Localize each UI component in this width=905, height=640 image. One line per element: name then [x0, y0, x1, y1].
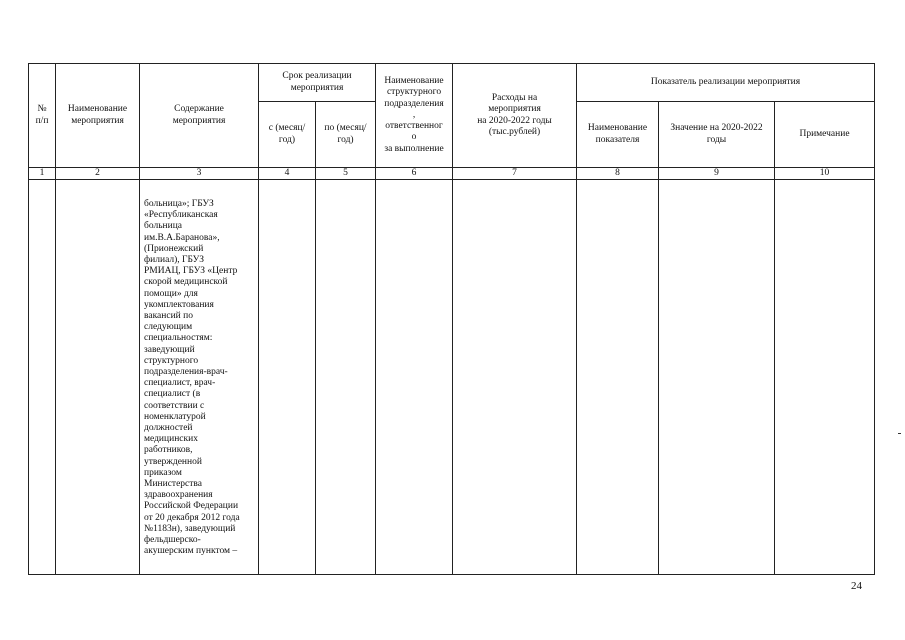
content-line: помощи» для [144, 288, 198, 299]
header-indicator: Показатель реализации мероприятия [577, 64, 875, 102]
content-line: заведующий [144, 344, 195, 355]
content-line: здравоохранения [144, 490, 213, 501]
header-responsible-unit: Наименование структурного подразделения , ответственног о за выполнение [376, 64, 453, 168]
header-implementation-period: Срок реализации мероприятия [259, 64, 376, 102]
content-line: медицинских [144, 434, 198, 445]
content-line: акушерским пунктом – [144, 546, 238, 557]
cell-note [775, 180, 875, 575]
column-number: 2 [56, 168, 140, 180]
content-line: скорой медицинской [144, 277, 228, 288]
content-line: следующим [144, 322, 193, 333]
content-line: номенклатурой [144, 411, 206, 422]
column-number: 9 [659, 168, 775, 180]
column-number: 8 [577, 168, 659, 180]
content-line: больница [144, 221, 182, 232]
content-line: специалист (в [144, 389, 201, 400]
content-line: больница»; ГБУЗ [144, 198, 214, 209]
content-line: Министерства [144, 479, 202, 490]
content-line: специальностям: [144, 333, 213, 344]
header-indicator-name: Наименование показателя [577, 102, 659, 168]
content-line: укомплектования [144, 299, 214, 310]
cell-period-to [316, 180, 376, 575]
content-line: №1183н), заведующий [144, 523, 236, 534]
column-number: 7 [453, 168, 577, 180]
cell-indicator-value [659, 180, 775, 575]
table-row [29, 180, 875, 575]
column-number: 1 [29, 168, 56, 180]
content-line: соответствии с [144, 400, 205, 411]
content-line: «Республиканская [144, 210, 218, 221]
cell-responsible-unit [376, 180, 453, 575]
column-number: 10 [775, 168, 875, 180]
cell-measure-content [140, 180, 259, 575]
scan-mark [898, 433, 901, 434]
cell-expenses [453, 180, 577, 575]
content-line: работников, [144, 445, 193, 456]
column-number: 4 [259, 168, 316, 180]
content-line: РМИАЦ, ГБУЗ «Центр [144, 266, 238, 277]
header-number: № п/п [29, 64, 56, 168]
header-note: Примечание [775, 102, 875, 168]
content-line: (Прионежский [144, 243, 204, 254]
header-period-from: с (месяц/ год) [259, 102, 316, 168]
column-numbers-row [29, 168, 875, 180]
measures-table [28, 63, 875, 575]
content-line: им.В.А.Баранова», [144, 232, 220, 243]
content-line: должностей [144, 423, 193, 434]
content-line: утвержденной [144, 456, 202, 467]
content-line: фельдшерско- [144, 535, 201, 546]
content-line: Российской Федерации [144, 501, 239, 512]
header-measure-content: Содержание мероприятия [140, 64, 259, 168]
header-row-top [29, 64, 875, 102]
content-line: от 20 декабря 2012 года [144, 512, 240, 523]
content-line: специалист, врач- [144, 378, 216, 389]
cell-measure-name [56, 180, 140, 575]
content-line: подразделения-врач- [144, 367, 228, 377]
cell-period-from [259, 180, 316, 575]
content-line: филиал), ГБУЗ [144, 254, 204, 265]
column-number: 5 [316, 168, 376, 180]
cell-number [29, 180, 56, 575]
column-number: 6 [376, 168, 453, 180]
page-number: 24 [851, 580, 862, 592]
header-measure-name: Наименование мероприятия [56, 64, 140, 168]
cell-indicator-name [577, 180, 659, 575]
column-number: 3 [140, 168, 259, 180]
content-line: структурного [144, 355, 199, 366]
header-indicator-value: Значение на 2020-2022 годы [659, 102, 775, 168]
content-line: приказом [144, 467, 182, 478]
header-period-to: по (месяц/ год) [316, 102, 376, 168]
header-expenses: Расходы на мероприятия на 2020-2022 годы (тыс.рублей) [453, 64, 577, 168]
content-line: вакансий по [144, 310, 193, 321]
